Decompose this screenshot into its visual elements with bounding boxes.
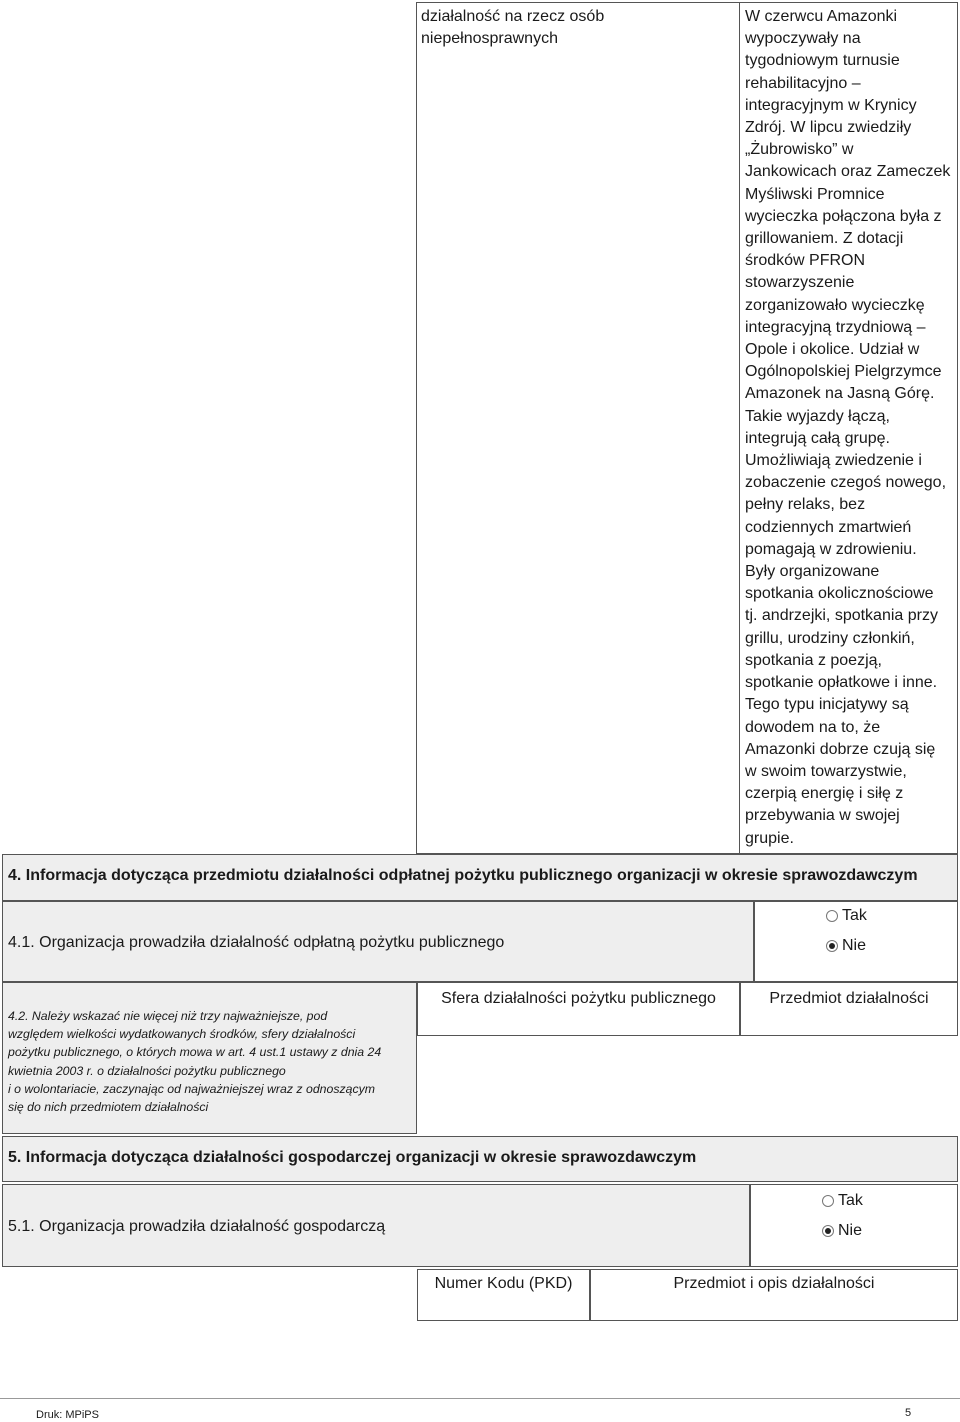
col-sphere-header: Sfera działalności pożytku publicznego: [441, 990, 716, 1007]
text-line: dowodem na to, że: [745, 718, 881, 736]
text-line: względem wielkości wydatkowanych środków, sfery działalności: [8, 1027, 356, 1042]
text-line: pełny relaks, bez: [745, 496, 866, 514]
text-line: Takie wyjazdy łączą,: [745, 407, 890, 425]
text-line: tj. andrzejki, spotkania przy: [745, 607, 938, 625]
radio-checked-icon[interactable]: [822, 1225, 834, 1237]
text-line: w swoim towarzystwie,: [745, 762, 907, 780]
text-line: się do nich przedmiotem działalności: [8, 1100, 209, 1115]
text-line: zobaczenie czegoś nowego,: [745, 474, 947, 492]
text-line: tygodniowym turnusie: [745, 52, 900, 70]
q41-yes-label: Tak: [842, 907, 867, 924]
text-line: kwietnia 2003 r. o działalności pożytku publicznego: [8, 1063, 286, 1078]
text-line: Myśliwski Promnice: [745, 185, 885, 203]
radio-unchecked-icon[interactable]: [826, 910, 838, 922]
text-line: czerpią energię i siłę z: [745, 785, 904, 803]
page-number: 5: [905, 1407, 912, 1419]
activity-description: [745, 6, 955, 850]
text-line: wycieczka połączona była z: [745, 207, 942, 225]
text-line: Amazonek na Jasną Górę.: [745, 385, 935, 403]
text-line: Były organizowane: [745, 563, 880, 581]
text-line: grupie.: [745, 829, 794, 847]
text-line: 4.2. Należy wskazać nie więcej niż trzy najważniejsze, pod: [8, 1009, 328, 1023]
text-line: integracyjną trzydniową –: [745, 318, 926, 336]
text-line: integrują całą grupę.: [745, 429, 890, 447]
text-line: Tego typu inicjatywy są: [745, 696, 909, 714]
text-line: pomagają w zdrowieniu.: [745, 540, 917, 558]
text-line: Zdrój. W lipcu zwiedziły: [745, 119, 912, 137]
q51-yes-label: Tak: [838, 1192, 863, 1209]
col-subject-header: Przedmiot działalności: [769, 990, 929, 1007]
activity-left-text: działalność na rzecz osób niepełnosprawnych: [421, 8, 605, 48]
text-line: W czerwcu Amazonki: [745, 8, 898, 25]
q51-no-label: Nie: [838, 1222, 863, 1239]
col-desc-header: Przedmiot i opis działalności: [673, 1275, 875, 1292]
text-line: grillu, urodziny członkiń,: [745, 629, 915, 647]
q51-option-no[interactable]: [822, 1222, 862, 1240]
footer-rule: [0, 1398, 960, 1399]
text-line: Opole i okolice. Udział w: [745, 341, 920, 359]
text-line: Ogólnopolskiej Pielgrzymce: [745, 363, 942, 381]
text-line: przebywania w swojej: [745, 807, 900, 825]
q51-label: 5.1. Organizacja prowadziła działalność gospodarczą: [8, 1218, 386, 1235]
text-line: stowarzyszenie: [745, 274, 855, 292]
q41-label: 4.1. Organizacja prowadziła działalność odpłatną pożytku publicznego: [8, 934, 505, 951]
text-line: Jankowicach oraz Zameczek: [745, 163, 951, 181]
q51-option-yes[interactable]: [822, 1192, 863, 1210]
text-line: codziennych zmartwień: [745, 518, 912, 536]
text-line: spotkanie opłatkowe i inne.: [745, 674, 938, 692]
text-line: i o wolontariacie, zaczynając od najważniejszej wraz z odnoszącym: [8, 1081, 376, 1096]
q42-label: [8, 1007, 413, 1116]
text-line: grillowaniem. Z dotacji: [745, 230, 904, 248]
text-line: zorganizowało wycieczkę: [745, 296, 925, 314]
q41-no-label: Nie: [842, 937, 867, 954]
col-pkd-header: Numer Kodu (PKD): [434, 1275, 573, 1292]
text-line: spotkania z poezją,: [745, 651, 882, 669]
radio-checked-icon[interactable]: [826, 940, 838, 952]
text-line: rehabilitacyjno –: [745, 74, 861, 92]
text-line: Umożliwiają zwiedzenie i: [745, 452, 922, 470]
q41-option-no[interactable]: [826, 937, 866, 955]
q41-option-yes[interactable]: [826, 907, 867, 925]
footer-print: Druk: MPiPS: [36, 1409, 99, 1421]
section5-header: 5. Informacja dotycząca działalności gospodarczej organizacji w okresie sprawozdawczym: [8, 1149, 697, 1166]
radio-unchecked-icon[interactable]: [822, 1195, 834, 1207]
activity-left-cell: [416, 2, 740, 854]
text-line: „Żubrowisko” w: [745, 141, 854, 159]
text-line: środków PFRON: [745, 252, 866, 270]
text-line: Amazonki dobrze czują się: [745, 740, 936, 758]
section4-header: 4. Informacja dotycząca przedmiotu działalności odpłatnej pożytku publicznego organizacji w okresie sprawozdawczym: [8, 867, 918, 884]
text-line: integracyjnym w Krynicy: [745, 96, 917, 114]
text-line: wypoczywały na: [745, 30, 861, 48]
text-line: pożytku publicznego, o których mowa w art. 4 ust.1 ustawy z dnia 24: [8, 1045, 382, 1060]
text-line: spotkania okolicznościowe: [745, 585, 934, 603]
